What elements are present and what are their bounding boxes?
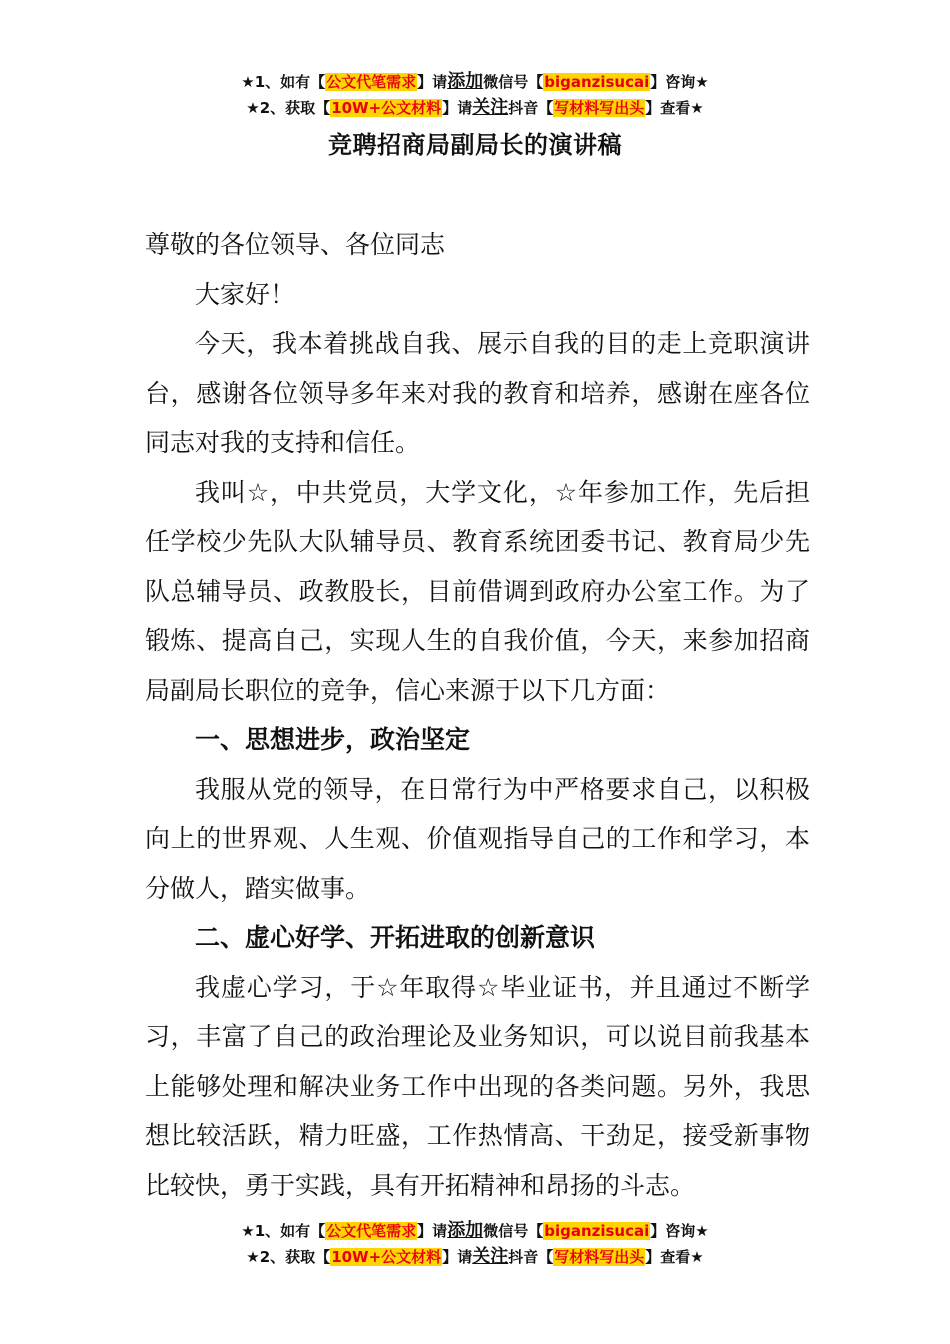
banner-emphasis: 关注 bbox=[472, 97, 509, 118]
banner-text: 】咨询★ bbox=[650, 1222, 709, 1240]
salutation: 尊敬的各位领导、各位同志 bbox=[145, 230, 446, 259]
banner-text: 微信号【 bbox=[483, 1222, 544, 1240]
paragraph-intro: 今天，我本着挑战自我、展示自我的目的走上竞职演讲台，感谢各位领导多年来对我的教育和培养，感谢在座各位同志对我的支持和信任。 bbox=[145, 329, 810, 457]
banner-text: 】请 bbox=[442, 99, 473, 117]
banner-text: 微信号【 bbox=[483, 73, 544, 91]
greeting: 大家好！ bbox=[195, 279, 296, 309]
document-title: 竞聘招商局副局长的演讲稿 bbox=[328, 131, 622, 159]
section-heading-1: 一、思想进步，政治坚定 bbox=[195, 725, 471, 754]
banner-highlight: 公文代笔需求 bbox=[326, 1222, 417, 1240]
banner-highlight: 公文代笔需求 bbox=[326, 73, 417, 91]
section-heading-2: 二、虚心好学、开拓进取的创新意识 bbox=[195, 923, 596, 952]
banner-highlight: 写材料写出头 bbox=[554, 1248, 645, 1266]
footer-banner bbox=[0, 1218, 950, 1270]
banner-text: 】请 bbox=[442, 1248, 473, 1266]
banner-line-2 bbox=[0, 95, 950, 121]
banner-text: ★2、获取【 bbox=[246, 1248, 331, 1266]
banner-line-1 bbox=[0, 69, 950, 95]
banner-emphasis: 添加 bbox=[447, 1220, 484, 1241]
banner-line-1 bbox=[0, 1218, 950, 1244]
banner-text: 】请 bbox=[417, 73, 448, 91]
banner-line-2 bbox=[0, 1244, 950, 1270]
banner-text: 抖音【 bbox=[508, 99, 554, 117]
banner-emphasis: 添加 bbox=[447, 71, 484, 92]
banner-emphasis: 关注 bbox=[472, 1246, 509, 1267]
banner-text: 】请 bbox=[417, 1222, 448, 1240]
banner-text: 抖音【 bbox=[508, 1248, 554, 1266]
banner-highlight: 10W+公文材料 bbox=[331, 1248, 442, 1266]
banner-text: ★1、如有【 bbox=[241, 1222, 326, 1240]
banner-highlight: 写材料写出头 bbox=[554, 99, 645, 117]
header-banner bbox=[0, 69, 950, 121]
banner-highlight: 10W+公文材料 bbox=[331, 99, 442, 117]
paragraph-political: 我服从党的领导，在日常行为中严格要求自己，以积极向上的世界观、人生观、价值观指导自己的工作和学习，本分做人，踏实做事。 bbox=[145, 774, 810, 903]
paragraph-background: 我叫☆，中共党员，大学文化，☆年参加工作，先后担任学校少先队大队辅导员、教育系统团委书记、教育局少先队总辅导员、政教股长，目前借调到政府办公室工作。为了锻炼、提高自己，实现人生的自我价值，今天，来参加招商局副局长职位的竞争，信心来源于以下几方面： bbox=[145, 477, 810, 705]
banner-text: ★1、如有【 bbox=[241, 73, 326, 91]
document-body bbox=[145, 220, 810, 1210]
paragraph-learning: 我虚心学习，于☆年取得☆毕业证书，并且通过不断学习，丰富了自己的政治理论及业务知识，可以说目前我基本上能够处理和解决业务工作中出现的各类问题。另外，我思想比较活跃，精力旺盛，工作热情高、干劲足，接受新事物比较快，勇于实践，具有开拓精神和昂扬的斗志。 bbox=[145, 972, 810, 1200]
banner-text: 】咨询★ bbox=[650, 73, 709, 91]
banner-highlight: biganzisucai bbox=[544, 1222, 650, 1240]
banner-text: 】查看★ bbox=[645, 1248, 704, 1266]
banner-text: 】查看★ bbox=[645, 99, 704, 117]
banner-text: ★2、获取【 bbox=[246, 99, 331, 117]
banner-highlight: biganzisucai bbox=[544, 73, 650, 91]
